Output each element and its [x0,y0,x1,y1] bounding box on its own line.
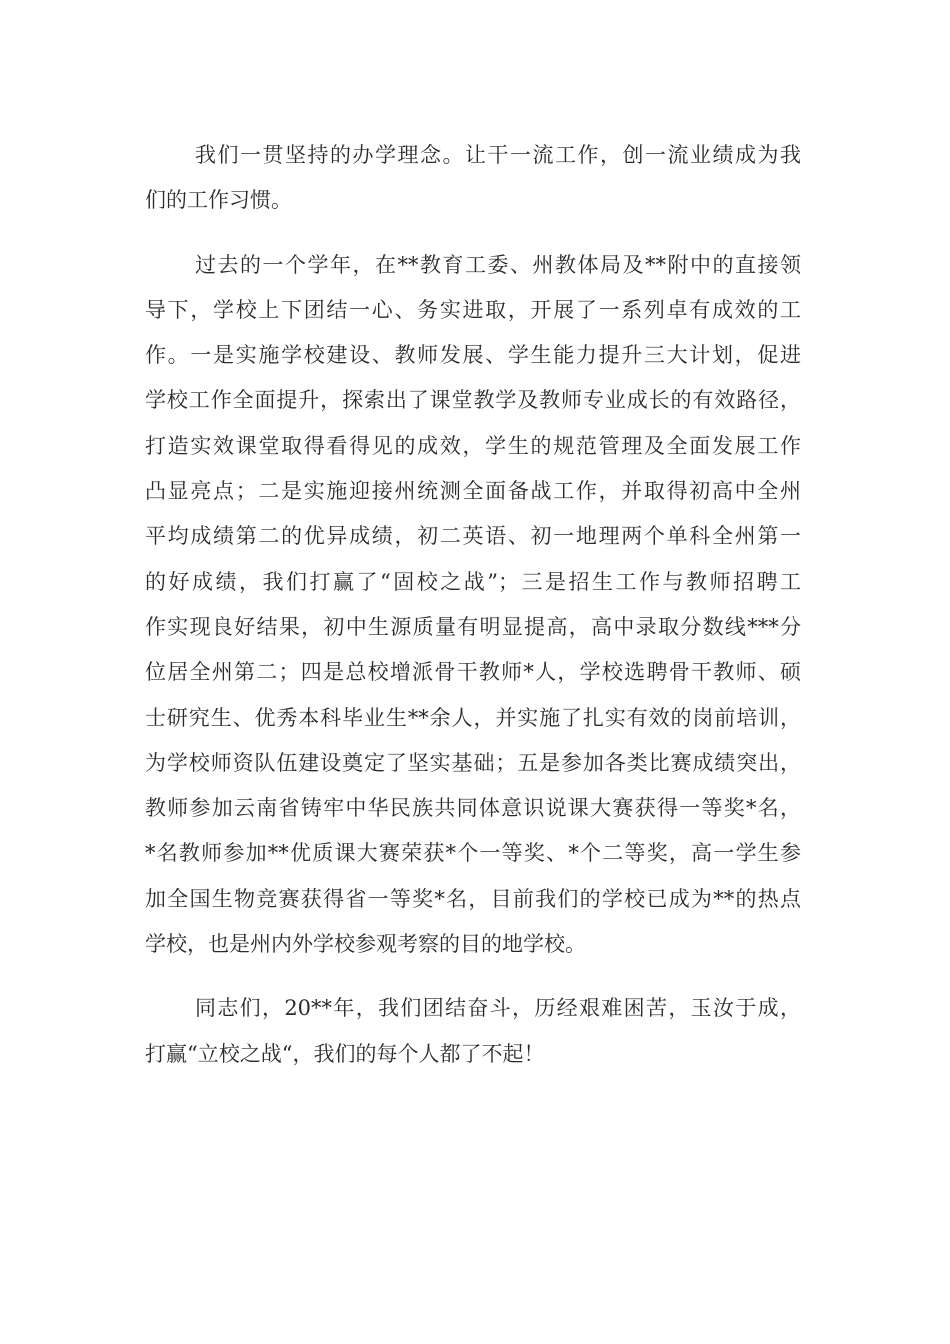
text-line: 作。一是实施学校建设、教师发展、学生能力提升三大计划，促进 [145,343,801,368]
text-line: 们的工作习惯。 [145,188,292,213]
text-line: 打赢“立校之战“，我们的每个人都了不起！ [145,1041,545,1066]
text-line: 为学校师资队伍建设奠定了坚实基础；五是参加各类比赛成绩突出， [145,750,801,775]
text-line: 我们一贯坚持的办学理念。让干一流工作，创一流业绩成为我 [195,143,801,167]
text-line: 加全国生物竞赛获得省一等奖*名，目前我们的学校已成为**的热点 [145,886,801,911]
text-line: 平均成绩第二的优异成绩，初二英语、初一地理两个单科全州第一 [145,524,801,549]
text-line: 的好成绩，我们打赢了“固校之战”；三是招生工作与教师招聘工 [145,569,801,594]
text-line: 教师参加云南省铸牢中华民族共同体意识说课大赛获得一等奖*名， [145,796,801,821]
text-line: 同志们，20**年，我们团结奋斗，历经艰难困苦，玉汝于成， [195,996,801,1021]
text-line: *名教师参加**优质课大赛荣获*个一等奖、*个二等奖，高一学生参 [145,841,801,866]
paragraph [145,140,801,231]
document-body [145,140,801,1103]
text-line: 凸显亮点；二是实施迎接州统测全面备战工作，并取得初高中全州 [145,479,801,504]
paragraph [145,250,801,975]
text-line: 士研究生、优秀本科毕业生**余人，并实施了扎实有效的岗前培训， [145,705,801,730]
text-line: 学校工作全面提升，探索出了课堂教学及教师专业成长的有效路径， [145,388,801,413]
text-line: 导下，学校上下团结一心、务实进取，开展了一系列卓有成效的工 [145,297,801,322]
text-line: 作实现良好结果，初中生源质量有明显提高，高中录取分数线***分 [145,614,801,639]
text-line: 学校，也是州内外学校参观考察的目的地学校。 [145,932,586,957]
text-line: 过去的一个学年，在**教育工委、州教体局及**附中的直接领 [195,252,801,277]
paragraph [145,993,801,1084]
text-line: 位居全州第二；四是总校增派骨干教师*人，学校选聘骨干教师、硕 [145,660,801,685]
text-line: 打造实效课堂取得看得见的成效，学生的规范管理及全面发展工作 [145,433,801,458]
